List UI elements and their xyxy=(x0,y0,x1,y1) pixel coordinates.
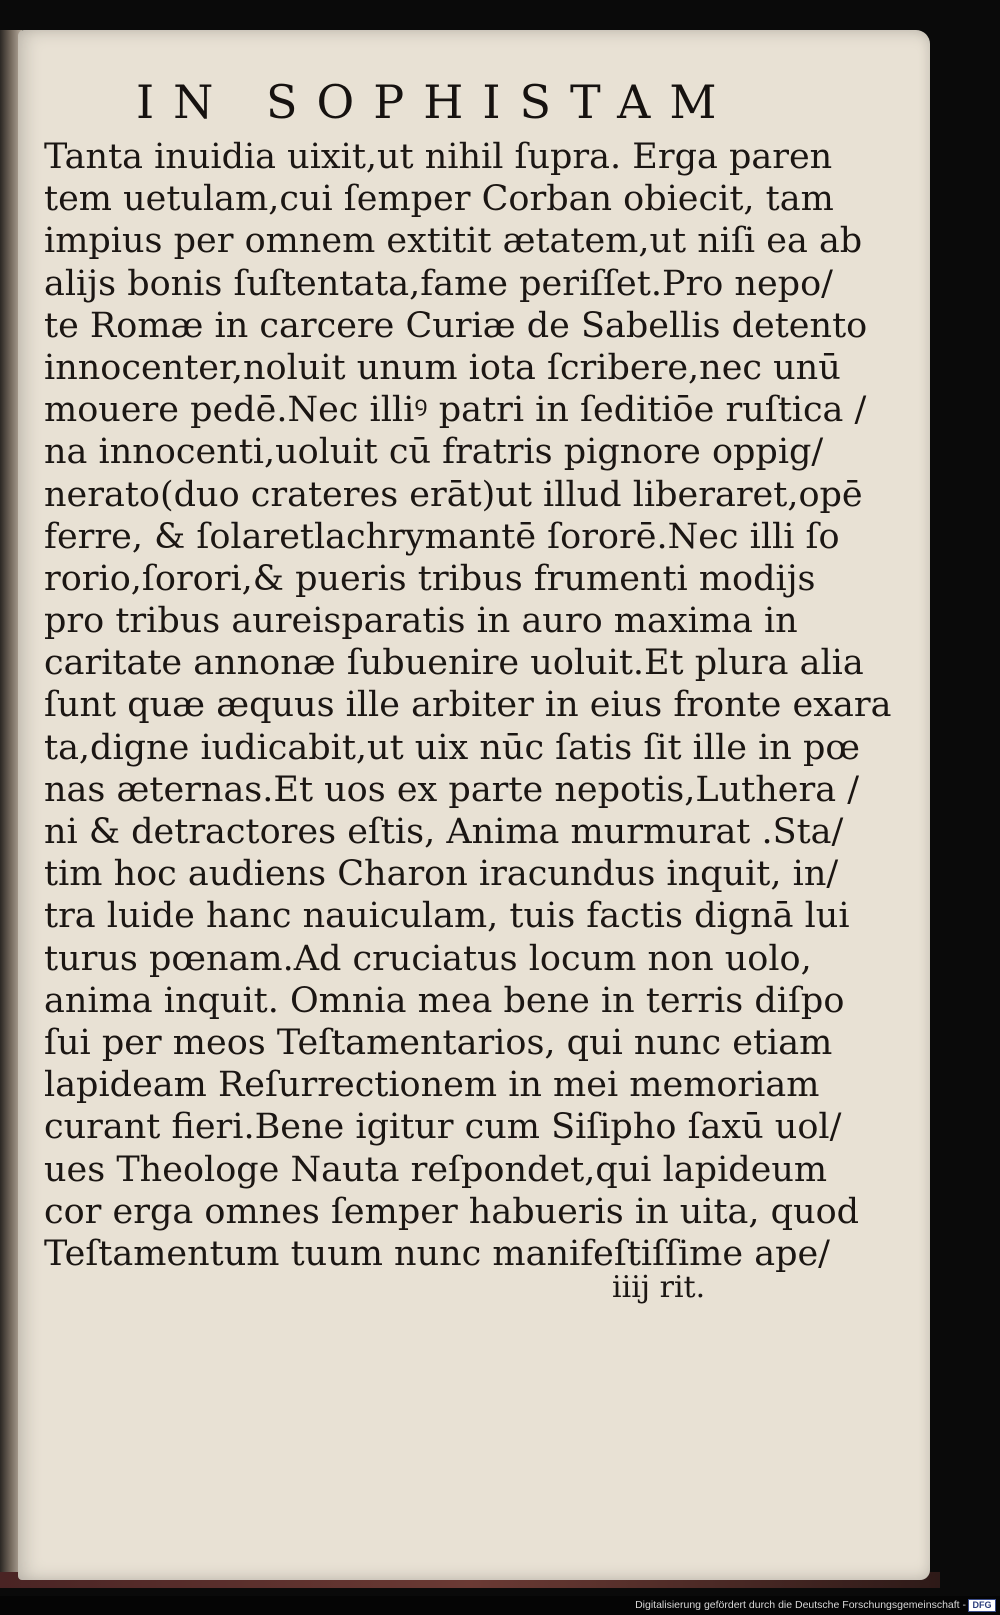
text-line: rorio,ſorori,& pueris tribus frumenti modijs xyxy=(44,558,816,599)
text-line: ta,digne iudicabit,ut uix nūc ſatis ſit ille in pœ xyxy=(44,727,860,768)
text-line: mouere pedē.Nec illiꝰ patri in ſeditiōe ruſtica / xyxy=(44,390,867,431)
text-line: pro tribus aureisparatis in auro maxima in xyxy=(44,601,798,642)
dfg-logo: DFG xyxy=(968,1599,996,1612)
text-line: tra luide hanc nauiculam, tuis factis dignā lui xyxy=(44,896,850,937)
text-line: tem uetulam,cui ſemper Corban obiecit, tam xyxy=(44,179,834,220)
text-line: curant fieri.Bene igitur cum Siſipho ſaxū uol/ xyxy=(44,1107,842,1148)
text-line: anima inquit. Omnia mea bene in terris diſpo xyxy=(44,980,845,1021)
text-line: nas æternas.Et uos ex parte nepotis,Luthera / xyxy=(44,769,860,810)
text-line: ſunt quæ æquus ille arbiter in eius fronte exara xyxy=(44,685,892,726)
text-line: ferre, & ſolaretlachrymantē ſororē.Nec illi ſo xyxy=(44,516,840,557)
text-line: caritate annonæ ſubuenire uoluit.Et plura alia xyxy=(44,643,864,684)
text-line: ſui per meos Teſtamentarios, qui nunc etiam xyxy=(44,1022,833,1063)
running-title: IN SOPHISTAM xyxy=(136,75,736,129)
text-line: lapideam Reſurrectionem in mei memoriam xyxy=(44,1065,820,1106)
body-text xyxy=(44,136,892,1275)
text-line: ues Theologe Nauta reſpondet,qui lapideum xyxy=(44,1149,828,1190)
text-line: Tanta inuidia uixit,ut nihil ſupra. Erga paren xyxy=(44,137,833,177)
signature-catchword: iiij rit. xyxy=(612,1270,706,1305)
text-line: cor erga omnes ſemper habueris in uita, quod xyxy=(44,1191,860,1232)
text-line: ni & detractores eſtis, Anima murmurat .Sta/ xyxy=(44,812,844,852)
text-line: na innocenti,uoluit cū fratris pignore oppig/ xyxy=(44,432,824,473)
text-line: nerato(duo crateres erāt)ut illud liberaret,opē xyxy=(44,474,863,515)
text-line: tim hoc audiens Charon iracundus inquit, in/ xyxy=(44,854,839,895)
text-line: te Romæ in carcere Curiæ de Sabellis detento xyxy=(44,305,868,346)
text-line: impius per omnem extitit ætatem,ut niſi ea ab xyxy=(44,221,863,262)
digitization-credit: Digitalisierung gefördert durch die Deutsche Forschungsgemeinschaft - xyxy=(635,1599,966,1611)
text-line: alijs bonis ſuſtentata,fame periſſet.Pro nepo/ xyxy=(44,263,833,304)
text-line: Teſtamentum tuum nunc manifeſtiſſime ape/ xyxy=(44,1233,830,1274)
text-line: turus pœnam.Ad cruciatus locum non uolo, xyxy=(44,938,812,979)
text-line: innocenter,noluit unum iota ſcribere,nec unū xyxy=(44,347,841,388)
